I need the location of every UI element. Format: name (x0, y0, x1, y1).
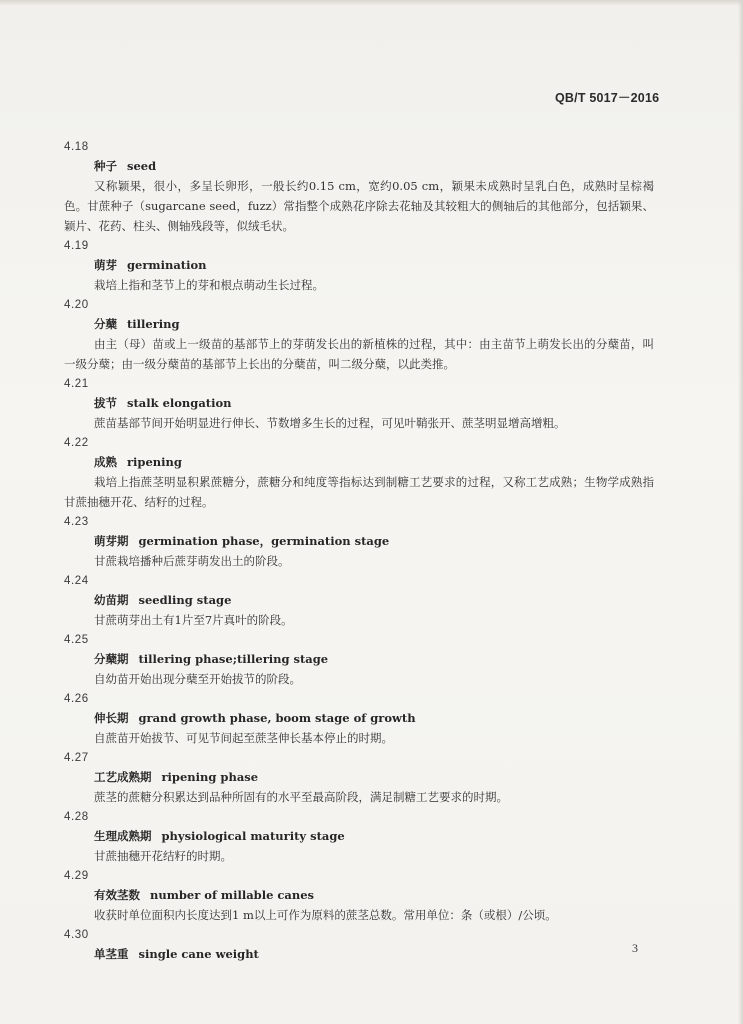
standard-code: QB/T 5017－2016 (555, 91, 660, 105)
entry-term (64, 393, 654, 413)
entry-definition: 收获时单位面积内长度达到1 m以上可作为原料的蔗茎总数。常用单位：条（或根）/公顷。 (94, 908, 557, 922)
term-entry (64, 514, 654, 573)
term-english: germination (127, 258, 207, 272)
term-english: physiological maturity stage (161, 829, 345, 843)
entry-term (64, 255, 654, 275)
term-english: single cane weight (138, 947, 259, 961)
entry-term (64, 708, 654, 728)
term-chinese: 拔节 (94, 396, 117, 410)
entry-number: 4.28 (64, 811, 89, 823)
term-entries (64, 139, 654, 964)
term-entry (64, 139, 654, 238)
term-entry (64, 573, 654, 632)
entry-term (64, 314, 654, 334)
term-entry (64, 376, 654, 435)
term-entry (64, 691, 654, 750)
entry-number: 4.23 (64, 516, 89, 528)
entry-number: 4.20 (64, 299, 89, 311)
entry-definition: 由主（母）苗或上一级苗的基部节上的芽萌发长出的新植株的过程，其中：由主苗节上萌发长出的分蘖苗，叫一级分蘖；由一级分蘖苗的基部节上长出的分蘖苗，叫二级分蘖，以此类推。 (64, 337, 654, 371)
term-english: tillering phase;tillering stage (138, 652, 329, 666)
term-chinese: 分蘖期 (94, 652, 129, 666)
entry-term (64, 826, 654, 846)
term-chinese: 幼苗期 (94, 593, 129, 607)
term-chinese: 生理成熟期 (94, 829, 152, 843)
entry-term (64, 649, 654, 669)
entry-definition: 自幼苗开始出现分蘖至开始拔节的阶段。 (94, 672, 301, 686)
term-english: grand growth phase, boom stage of growth (138, 711, 416, 725)
entry-term (64, 590, 654, 610)
term-chinese: 单茎重 (94, 947, 129, 961)
entry-definition: 栽培上指和茎节上的芽和根点萌动生长过程。 (94, 278, 324, 292)
entry-term (64, 944, 654, 964)
term-chinese: 有效茎数 (94, 888, 140, 902)
term-english: number of millable canes (150, 888, 314, 902)
entry-number: 4.18 (64, 141, 89, 153)
entry-number: 4.21 (64, 378, 89, 390)
term-english: ripening phase (161, 770, 259, 784)
entry-definition: 蔗苗基部节间开始明显进行伸长、节数增多生长的过程，可见叶鞘张开、蔗茎明显增高增粗。 (94, 416, 566, 430)
term-entry (64, 868, 654, 927)
entry-definition: 甘蔗栽培播种后蔗芽萌发出土的阶段。 (94, 554, 290, 568)
term-english: germination phase，germination stage (138, 534, 390, 548)
entry-definition: 甘蔗抽穗开花结籽的时期。 (94, 849, 232, 863)
term-entry (64, 809, 654, 868)
term-entry (64, 632, 654, 691)
page-number: 3 (632, 941, 638, 955)
entry-definition: 自蔗苗开始拔节、可见节间起至蔗茎伸长基本停止的时期。 (94, 731, 393, 745)
term-chinese: 种子 (94, 159, 117, 173)
term-english: stalk elongation (127, 396, 232, 410)
term-chinese: 工艺成熟期 (94, 770, 152, 784)
term-entry (64, 750, 654, 809)
entry-term (64, 885, 654, 905)
entry-number: 4.24 (64, 575, 89, 587)
entry-definition: 甘蔗萌芽出土有1片至7片真叶的阶段。 (94, 613, 293, 627)
term-english: ripening (127, 455, 182, 469)
scan-edge-top (0, 0, 743, 6)
term-entry (64, 297, 654, 376)
term-chinese: 萌芽 (94, 258, 117, 272)
term-english: tillering (127, 317, 180, 331)
term-entry (64, 927, 654, 964)
entry-number: 4.30 (64, 929, 89, 941)
entry-number: 4.22 (64, 437, 89, 449)
term-chinese: 成熟 (94, 455, 117, 469)
entry-term (64, 767, 654, 787)
entry-definition: 栽培上指蔗茎明显积累蔗糖分，蔗糖分和纯度等指标达到制糖工艺要求的过程，又称工艺成熟；生物学成熟指甘蔗抽穗开花、结籽的过程。 (64, 475, 654, 509)
entry-number: 4.25 (64, 634, 89, 646)
term-chinese: 伸长期 (94, 711, 129, 725)
term-chinese: 萌芽期 (94, 534, 129, 548)
term-chinese: 分蘖 (94, 317, 117, 331)
entry-number: 4.29 (64, 870, 89, 882)
term-english: seedling stage (138, 593, 232, 607)
term-entry (64, 435, 654, 514)
scan-edge-right (738, 0, 743, 1024)
entry-definition: 又称颖果，很小，多呈长卵形，一般长约0.15 cm，宽约0.05 cm，颖果未成熟时呈乳白色，成熟时呈棕褐色。甘蔗种子（sugarcane seed，fuzz）常指整个成熟花序除去花轴及其较粗大的侧轴后的其他部分，包括颖果、颖片、花药、柱头、侧轴残段等，似绒毛状。 (64, 179, 654, 233)
term-entry (64, 238, 654, 297)
entry-number: 4.27 (64, 752, 89, 764)
entry-definition: 蔗茎的蔗糖分积累达到品种所固有的水平至最高阶段，满足制糖工艺要求的时期。 (94, 790, 508, 804)
entry-term (64, 531, 654, 551)
entry-term (64, 452, 654, 472)
entry-term (64, 156, 654, 176)
entry-number: 4.26 (64, 693, 89, 705)
entry-number: 4.19 (64, 240, 89, 252)
term-english: seed (127, 159, 157, 173)
